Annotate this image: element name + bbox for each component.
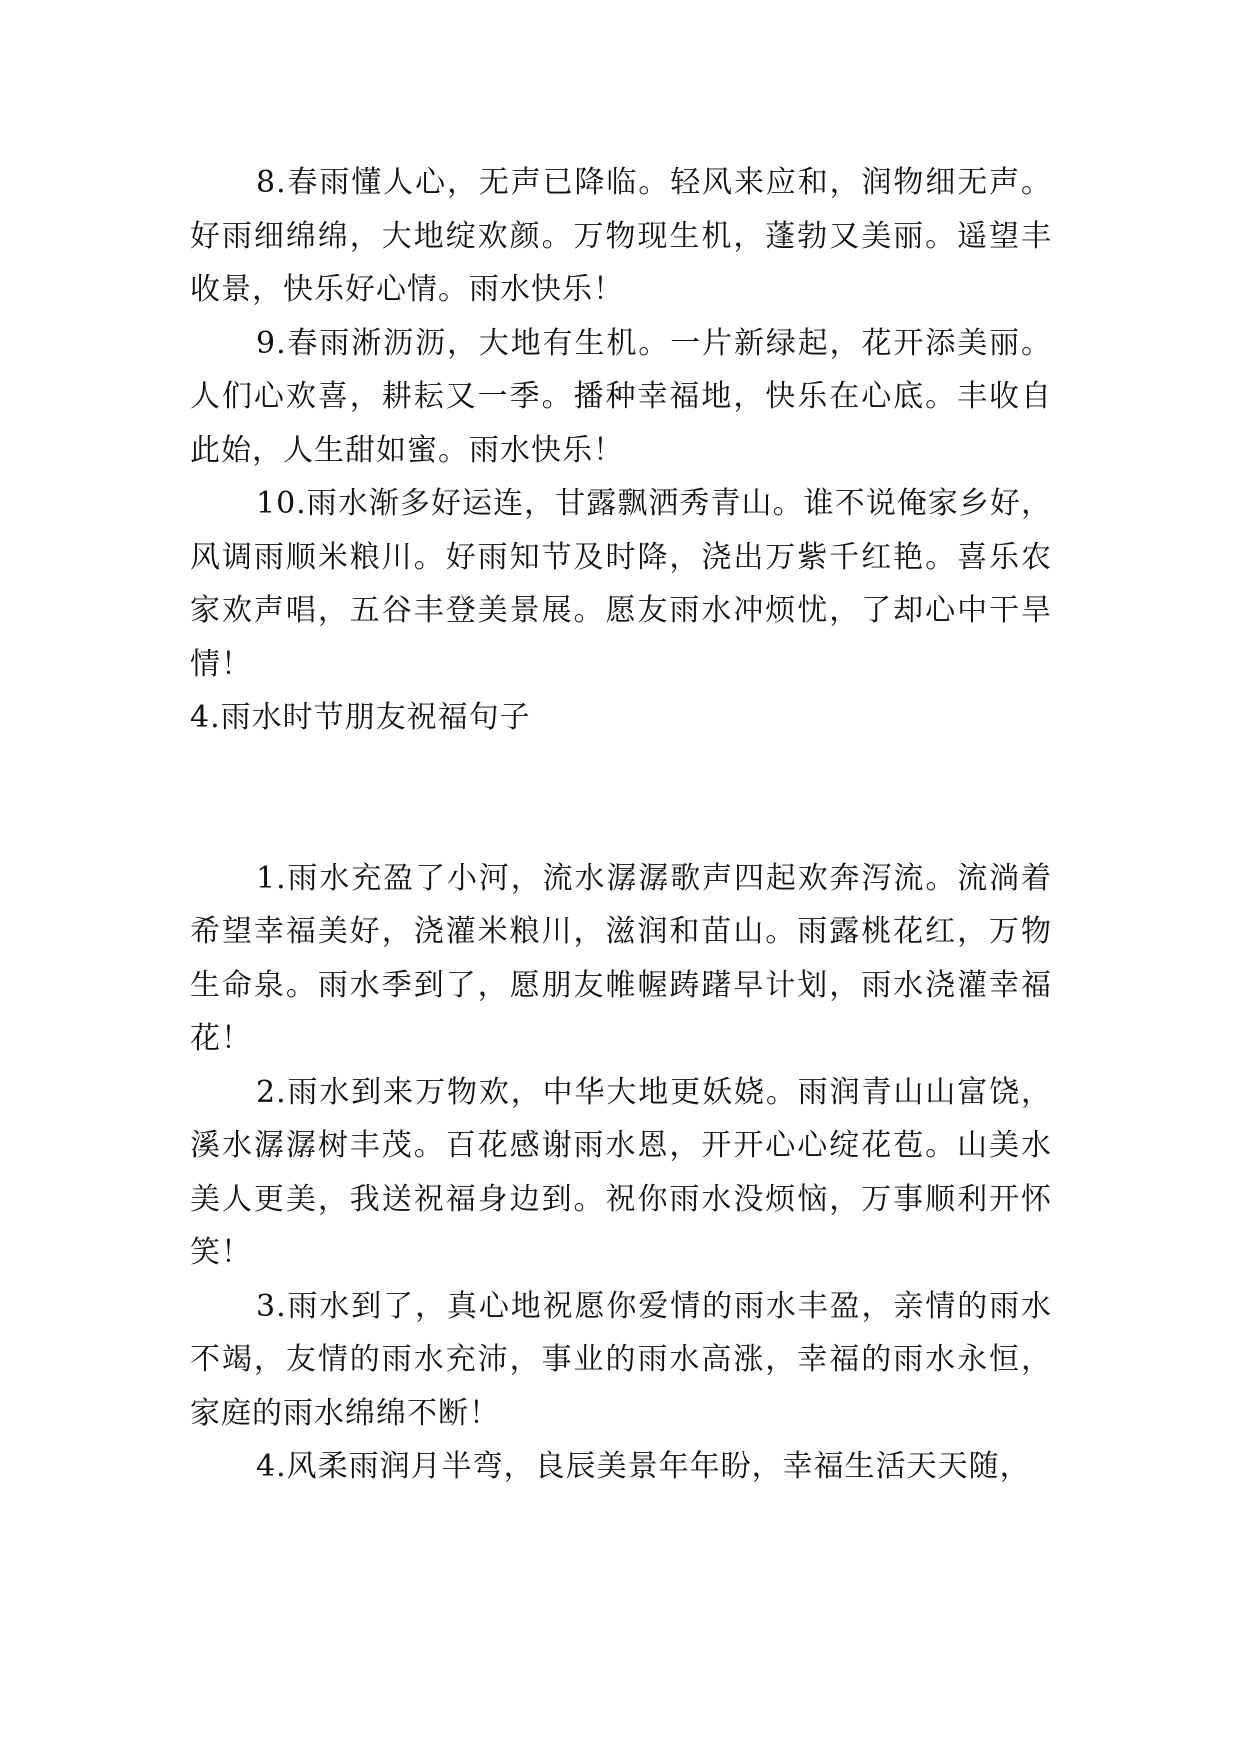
document-body	[190, 156, 1052, 1494]
paragraph-item-1: 1.雨水充盈了小河，流水潺潺歌声四起欢奔泻流。流淌着希望幸福美好，浇灌米粮川，滋润和苗山。雨露桃花红，万物生命泉。雨水季到了，愿朋友帷幄踌躇早计划，雨水浇灌幸福花！	[190, 860, 1052, 1056]
paragraph-item-9: 9.春雨淅沥沥，大地有生机。一片新绿起，花开添美丽。人们心欢喜，耕耘又一季。播种幸福地，快乐在心底。丰收自此始，人生甜如蜜。雨水快乐！	[190, 325, 1052, 468]
paragraph-item-4: 4.风柔雨润月半弯，良辰美景年年盼，幸福生活天天随，	[256, 1449, 1031, 1484]
paragraph-item-8: 8.春雨懂人心，无声已降临。轻风来应和，润物细无声。好雨细绵绵，大地绽欢颜。万物现生机，蓬勃又美丽。遥望丰收景，快乐好心情。雨水快乐！	[190, 165, 1052, 307]
section-spacer	[190, 745, 1052, 852]
section-heading: 4.雨水时节朋友祝福句子	[190, 700, 531, 735]
paragraph-item-10: 10.雨水渐多好运连，甘露飘洒秀青山。谁不说俺家乡好，风调雨顺米粮川。好雨知节及时降，浇出万紫千红艳。喜乐农家欢声唱，五谷丰登美景展。愿友雨水冲烦忧，了却心中干旱情！	[190, 486, 1052, 682]
paragraph-item-3: 3.雨水到了，真心地祝愿你爱情的雨水丰盈，亲情的雨水不竭，友情的雨水充沛，事业的雨水高涨，幸福的雨水永恒，家庭的雨水绵绵不断！	[190, 1288, 1052, 1431]
paragraph-item-2: 2.雨水到来万物欢，中华大地更妖娆。雨润青山山富饶，溪水潺潺树丰茂。百花感谢雨水恩，开开心心绽花苞。山美水美人更美，我送祝福身边到。祝你雨水没烦恼，万事顺利开怀笑！	[190, 1074, 1052, 1270]
